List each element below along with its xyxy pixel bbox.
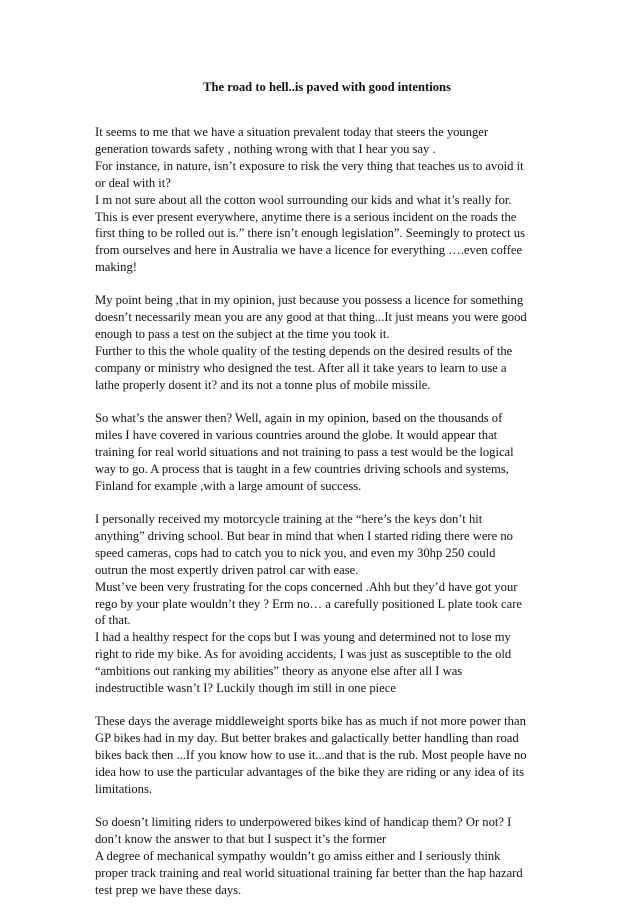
text-line: company or ministry who designed the test. After all it take years to learn to use a [95, 361, 507, 376]
document-body [95, 124, 555, 915]
text-line: “ambitions out ranking my abilities” theory as anyone else after all I was [95, 664, 463, 679]
text-line: bikes back then ...If you know how to use it...and that is the rub. Most people have no [95, 748, 527, 763]
text-line: idea how to use the particular advantages of the bike they are riding or any idea of its [95, 765, 525, 779]
text-line: So what’s the answer then? Well, again in my opinion, based on the thousands of [95, 411, 503, 426]
text-line: anything” driving school. But bear in mind that when I started riding there were no [95, 528, 513, 543]
text-line: right to ride my bike. As for avoiding accidents, I was just as susceptible to the old [95, 647, 512, 662]
text-line: lathe properly dosent it? and its not a tonne plus of mobile missile. [95, 377, 431, 392]
text-line: So doesn’t limiting riders to underpowered bikes kind of handicap them? Or not? I [95, 815, 512, 830]
text-line: These days the average middleweight sports bike has as much if not more power than [95, 714, 526, 729]
document-title: The road to hell..is paved with good intentions [203, 80, 451, 94]
text-line: generation towards safety , nothing wrong with that I hear you say . [95, 141, 436, 156]
paragraph [95, 292, 555, 393]
text-line: I personally received my motorcycle training at the “here’s the keys don’t hit [95, 512, 483, 527]
text-line: don’t know the answer to that but I suspect it’s the former [95, 832, 387, 847]
text-line: test prep we have these days. [95, 882, 242, 897]
text-line: A degree of mechanical sympathy wouldn’t go amiss either and I seriously think [95, 848, 501, 863]
text-line: speed cameras, cops had to catch you to nick you, and even my 30hp 250 could [95, 545, 496, 560]
text-line: GP bikes had in my day. But better brakes and galactically better handling than road [95, 731, 519, 746]
text-line: of that. [95, 613, 131, 628]
text-line: enough to pass a test on the subject at the time you took it. [95, 327, 390, 342]
text-line: first thing to be rolled out is.” there isn’t enough legislation”. Seemingly to protect us [95, 226, 525, 241]
text-line: rego by your plate wouldn’t they ? Erm no… a carefully positioned L plate took care [95, 596, 523, 611]
text-line: Further to this the whole quality of the testing depends on the desired results of the [95, 344, 513, 359]
text-line: miles I have covered in various countries around the globe. It would appear that [95, 428, 498, 443]
paragraph [95, 511, 555, 697]
text-line: way to go. A process that is taught in a few countries driving schools and systems, [95, 461, 509, 476]
text-line: outrun the most expertly driven patrol car with ease. [95, 562, 359, 577]
text-line: For instance, in nature, isn’t exposure to risk the very thing that teaches us to avoid it [95, 158, 524, 173]
text-line: proper track training and real world situational training far better than the hap hazard [95, 865, 523, 880]
paragraph [95, 713, 555, 798]
paragraph [95, 814, 555, 899]
text-line: making! [95, 260, 137, 275]
text-line: I had a healthy respect for the cops but I was young and determined not to lose my [95, 630, 511, 645]
text-line: from ourselves and here in Australia we have a licence for everything ….even coffee [95, 243, 523, 258]
text-line: Must’ve been very frustrating for the cops concerned .Ahh but they’d have got your [95, 579, 518, 594]
text-line: I m not sure about all the cotton wool surrounding our kids and what it’s really for. [95, 192, 512, 207]
text-line: It seems to me that we have a situation prevalent today that steers the younger [95, 125, 489, 139]
text-line: This is ever present everywhere, anytime there is a serious incident on the roads the [95, 209, 517, 224]
text-line: My point being ,that in my opinion, just because you possess a licence for something [95, 293, 524, 308]
text-line: limitations. [95, 781, 153, 796]
text-line: doesn’t necessarily mean you are any good at that thing...It just means you were good [95, 310, 527, 325]
text-line: Finland for example ,with a large amount of success. [95, 478, 362, 493]
text-line: training for real world situations and not training to pass a test would be the logical [95, 445, 514, 459]
paragraph [95, 124, 555, 276]
text-line: or deal with it? [95, 175, 171, 190]
paragraph [95, 410, 555, 495]
text-line: indestructible wasn’t I? Luckily though im still in one piece [95, 681, 396, 696]
